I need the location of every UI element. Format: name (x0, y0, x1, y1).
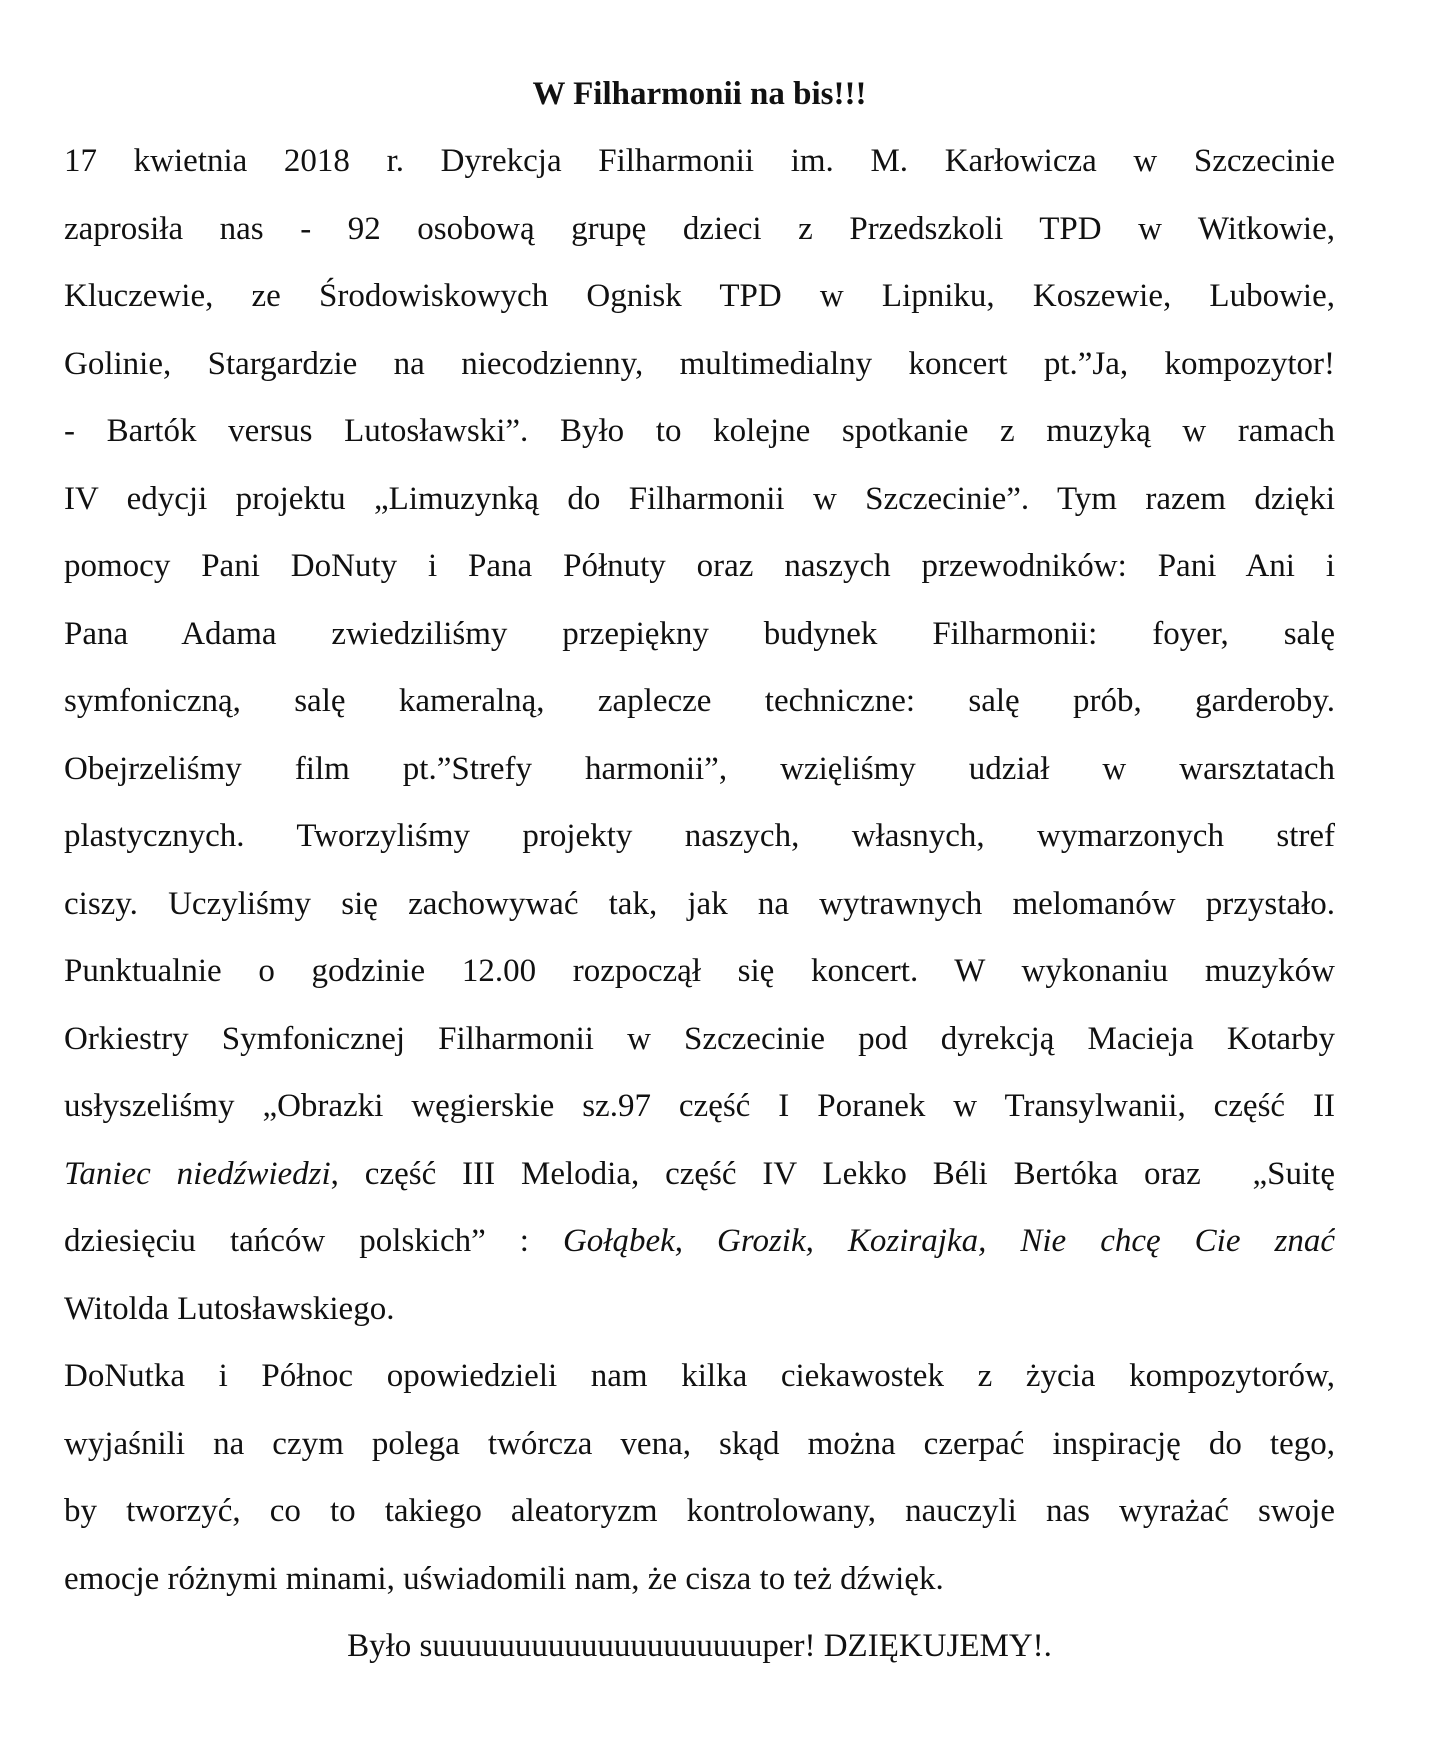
text-line: by tworzyć, co to takiego aleatoryzm kontrolowany, nauczyli nas wyrażać swoje (64, 1493, 1335, 1529)
document-body (64, 128, 1335, 1681)
closing-line: Było suuuuuuuuuuuuuuuuuuuuper! DZIĘKUJEMY!. (347, 1628, 1052, 1664)
document-title: W Filharmonii na bis!!! (532, 76, 867, 112)
text-line: wyjaśnili na czym polega twórcza vena, skąd można czerpać inspirację do tego, (64, 1425, 1335, 1462)
text-segment: , część III Melodia, część IV Lekko Béli Bertóka oraz „Suitę (330, 1155, 1335, 1192)
text-line: pomocy Pani DoNuty i Pana Półnuty oraz naszych przewodników: Pani Ani i (64, 548, 1335, 584)
text-line: Obejrzeliśmy film pt.”Strefy harmonii”, wzięliśmy udział w warsztatach (64, 750, 1335, 787)
italic-title-taniec: Taniec niedźwiedzi (64, 1155, 331, 1192)
text-line: usłyszeliśmy „Obrazki węgierskie sz.97 część I Poranek w Transylwanii, część II (64, 1088, 1335, 1124)
text-line: Punktualnie o godzinie 12.00 rozpoczął się koncert. W wykonaniu muzyków (64, 953, 1335, 989)
italic-dance-titles: Gołąbek, Grozik, Kozirajka, Nie chcę Cie znać (562, 1223, 1335, 1259)
text-line: Golinie, Stargardzie na niecodzienny, multimedialny koncert pt.”Ja, kompozytor! (64, 345, 1335, 382)
text-line: DoNutka i Północ opowiedzieli nam kilka ciekawostek z życia kompozytorów, (64, 1358, 1335, 1394)
text-line: 17 kwietnia 2018 r. Dyrekcja Filharmonii im. M. Karłowicza w Szczecinie (64, 143, 1335, 179)
text-line: plastycznych. Tworzyliśmy projekty naszych, własnych, wymarzonych stref (64, 818, 1335, 854)
text-line: symfoniczną, salę kameralną, zaplecze techniczne: salę prób, garderoby. (64, 683, 1335, 719)
text-line: Kluczewie, ze Środowiskowych Ognisk TPD w Lipniku, Koszewie, Lubowie, (64, 278, 1335, 314)
text-line: emocje różnymi minami, uświadomili nam, że cisza to też dźwięk. (64, 1560, 944, 1597)
text-line: ciszy. Uczyliśmy się zachowywać tak, jak na wytrawnych melomanów przystało. (64, 885, 1335, 922)
text-line: - Bartók versus Lutosławski”. Było to kolejne spotkanie z muzyką w ramach (64, 413, 1335, 449)
document-page (64, 70, 1335, 1681)
text-line: Pana Adama zwiedziliśmy przepiękny budynek Filharmonii: foyer, salę (64, 615, 1335, 652)
text-line-mixed (64, 1208, 1335, 1276)
text-line: IV edycji projektu „Limuzynką do Filharmonii w Szczecinie”. Tym razem dzięki (64, 480, 1335, 517)
text-line: Orkiestry Symfonicznej Filharmonii w Szczecinie pod dyrekcją Macieja Kotarby (64, 1020, 1335, 1057)
text-segment: dziesięciu tańców polskich” : (64, 1223, 563, 1259)
text-line-mixed (64, 1141, 1335, 1209)
text-line: Witolda Lutosławskiego. (64, 1290, 395, 1327)
text-line: zaprosiła nas - 92 osobową grupę dzieci z Przedszkoli TPD w Witkowie, (64, 210, 1335, 247)
